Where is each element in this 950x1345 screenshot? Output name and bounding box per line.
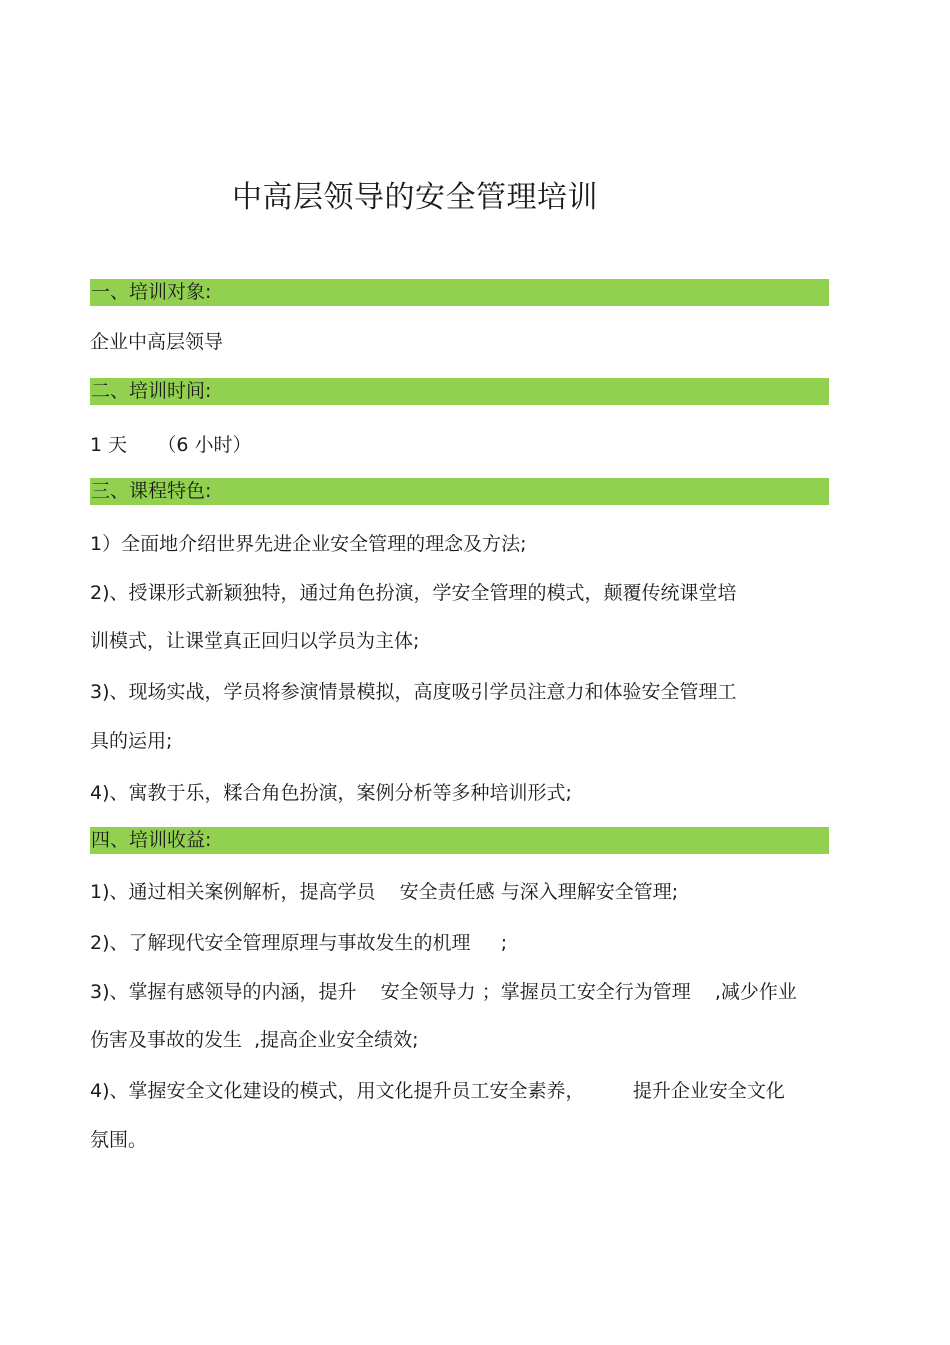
section-line: 1）全面地介绍世界先进企业安全管理的理念及方法; <box>90 533 527 555</box>
page-title: 中高层领导的安全管理培训 <box>232 180 598 215</box>
section-line: 氛围。 <box>90 1129 148 1151</box>
section-line: 2)、了解现代安全管理原理与事故发生的机理 ; <box>90 932 508 954</box>
section-line: 4)、寓教于乐，糅合角色扮演，案例分析等多种培训形式; <box>90 782 572 804</box>
section-line: 1)、通过相关案例解析，提高学员 安全责任感 与深入理解安全管理; <box>90 881 679 903</box>
section-line: 2)、授课形式新颖独特，通过角色扮演，学安全管理的模式，颠覆传统课堂培 <box>90 582 737 604</box>
section-heading-benefits: 四、培训收益: <box>90 827 829 854</box>
section-heading-target: 一、培训对象: <box>90 279 829 306</box>
section-line: 具的运用; <box>90 730 173 752</box>
section-line: 训模式，让课堂真正回归以学员为主体; <box>90 630 420 652</box>
section-line: 3)、现场实战，学员将参演情景模拟，高度吸引学员注意力和体验安全管理工 <box>90 681 737 703</box>
section-heading-time: 二、培训时间: <box>90 378 829 405</box>
section-line: 企业中高层领导 <box>90 331 224 353</box>
section-line: 伤害及事故的发生 ,提高企业安全绩效; <box>90 1029 419 1051</box>
section-line: 3)、掌握有感领导的内涵，提升 安全领导力 ；掌握员工安全行为管理 ,减少作业 <box>90 981 797 1003</box>
section-line: 4)、掌握安全文化建设的模式，用文化提升员工安全素养， 提升企业安全文化 <box>90 1080 785 1102</box>
section-line: 1 天 （6 小时） <box>90 434 252 456</box>
section-heading-features: 三、课程特色: <box>90 478 829 505</box>
